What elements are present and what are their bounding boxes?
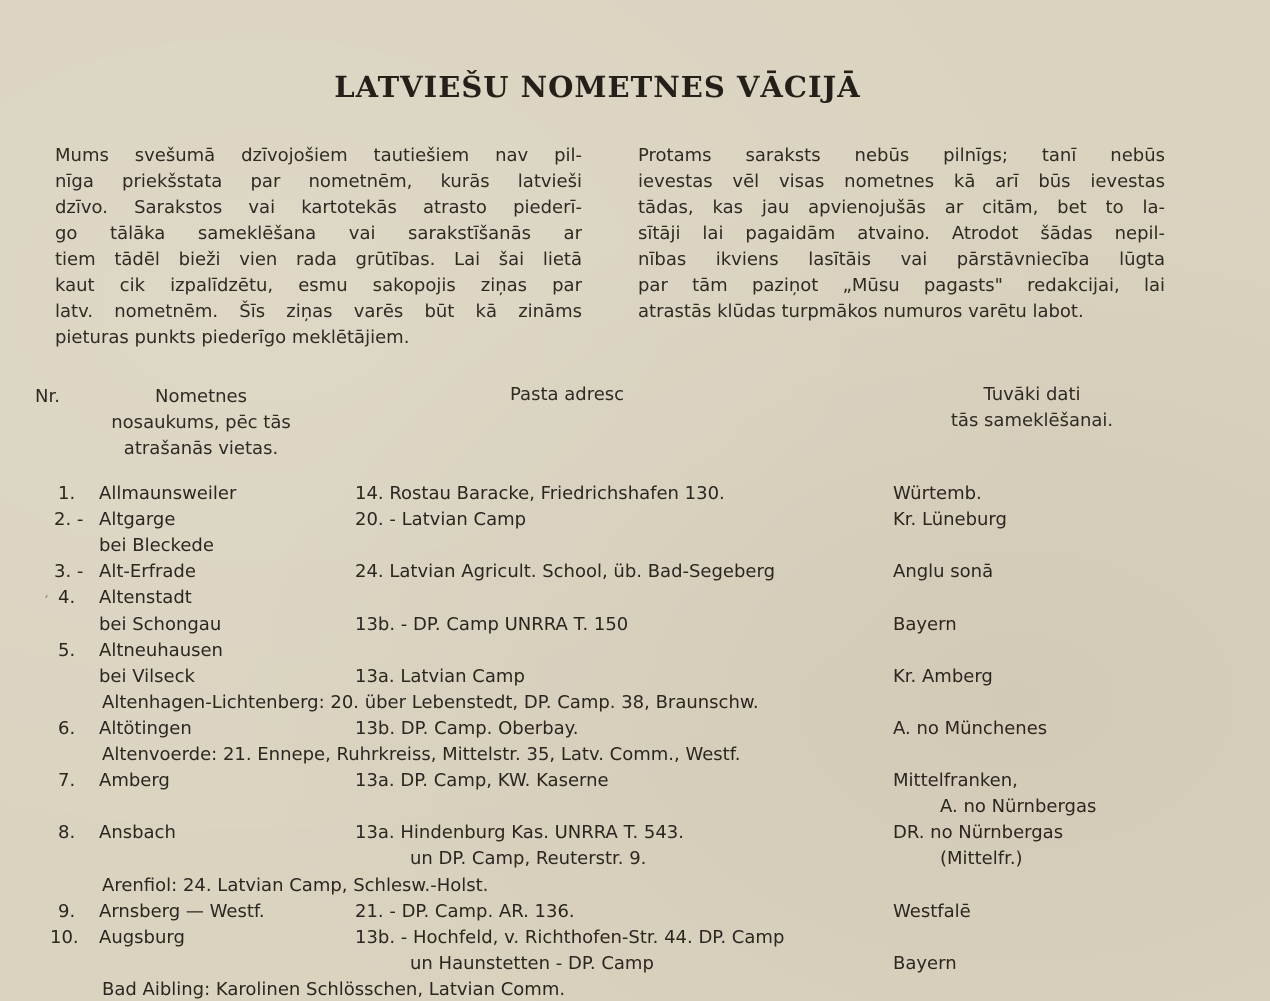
list-item-name: bei Bleckede [99,535,214,557]
column-header-nr-text: Nr. [35,386,60,407]
column-header-name-line: Nometnes [154,386,247,407]
list-item-name: Alt-Erfrade [99,561,196,583]
list-item-name: Altötingen [99,717,192,739]
list-item-name: Altgarge [99,509,176,531]
margin-mark: ′ [45,594,49,610]
column-header-info [932,382,1132,434]
list-item-number: 6. [58,717,76,739]
list-item-name: bei Vilseck [99,665,195,687]
list-item-number: 1. [58,483,76,504]
page-title: LATVIEŠU NOMETNES VĀCIJĀ [334,70,861,104]
list-item-info: Kr. Amberg [893,665,993,687]
intro-line: Mums svešumā dzīvojošiem tautiešiem nav pil- [55,145,582,166]
intro-line: ievestas vēl visas nometnes kā arī būs ievestas [638,171,1165,192]
list-item-name: bei Schongau [99,613,222,635]
list-item-inline: Bad Aibling: Karolinen Schlösschen, Latvian Comm. [102,978,566,1000]
list-item-info: Mittelfranken, [893,770,1018,792]
list-item-info: Kr. Lüneburg [893,509,1007,531]
intro-line: tiem tādēl bieži vien rada grūtības. Lai šai lietā [55,249,582,270]
column-header-name [92,384,310,462]
list-item-address: 13b. - DP. Camp UNRRA T. 150 [355,613,629,635]
list-item-info: Westfalē [893,900,971,922]
intro-line: Protams saraksts nebūs pilnīgs; tanī nebūs [638,145,1165,166]
list-item-number: 5. [58,639,76,661]
column-header-nr [35,384,60,410]
intro-line: go tālāka sameklēšana vai sarakstīšanās ar [55,223,582,244]
intro-line: kaut cik izpalīdzētu, esmu sakopojis ziņas par [55,275,582,296]
column-header-name-line: nosaukums, pēc tās [111,412,291,433]
list-item-address: 13a. Hindenburg Kas. UNRRA T. 543. [355,822,684,844]
intro-line: nības ikviens lasītāis vai pārstāvniecība lūgta [638,249,1165,270]
list-item-number: 3. - [54,561,84,583]
intro-paragraph-right [638,143,1165,325]
intro-line: par tām paziņot „Mūsu pagasts" redakcijai, lai [638,275,1165,296]
list-item-name: Arnsberg — Westf. [99,900,265,922]
list-item-name: Altenstadt [99,587,192,609]
list-item-address: 20. - Latvian Camp [355,509,527,531]
list-item-number: 2. - [54,509,84,531]
column-header-address-text: Pasta adresc [510,384,625,405]
list-item-number: 4. [58,587,76,609]
list-item-inline: Altenvoerde: 21. Ennepe, Ruhrkreiss, Mittelstr. 35, Latv. Comm., Westf. [102,744,741,765]
list-item-address: un DP. Camp, Reuterstr. 9. [410,848,647,870]
list-item-address: 24. Latvian Agricult. School, üb. Bad-Segeberg [355,561,776,583]
list-item-address: un Haunstetten - DP. Camp [410,952,654,974]
list-item-address: 13a. Latvian Camp [355,665,525,687]
intro-line: sītāji lai pagaidām atvaino. Atrodot šādas nepil- [638,223,1165,244]
intro-line: nīga priekšstata par nometnēm, kurās latvieši [55,171,582,192]
list-item-info: Würtemb. [893,483,982,504]
list-item-info: (Mittelfr.) [940,848,1023,870]
list-item-number: 7. [58,770,76,792]
list-item-inline: Altenhagen-Lichtenberg: 20. über Lebenstedt, DP. Camp. 38, Braunschw. [102,691,759,713]
list-item-number: 8. [58,822,76,844]
list-item-address: 13b. - Hochfeld, v. Richthofen-Str. 44. DP. Camp [355,926,785,948]
column-header-address [510,382,624,408]
list-item-info: Bayern [893,952,957,974]
column-header-name-line: atrašanās vietas. [123,438,279,459]
list-item-info: Anglu sonā [893,561,994,583]
list-item-info: Bayern [893,613,957,635]
list-item-name: Amberg [99,770,170,792]
column-header-info-line: Tuvāki dati [983,384,1081,405]
list-item-address: 13b. DP. Camp. Oberbay. [355,717,579,739]
list-item-name: Allmaunsweiler [99,483,237,504]
intro-line: atrastās klūdas turpmākos numuros varētu labot. [638,301,1084,322]
intro-line: pieturas punkts piederīgo meklētājiem. [55,327,410,348]
list-item-inline: Arenfiol: 24. Latvian Camp, Schlesw.-Holst. [102,874,489,896]
intro-line: dzīvo. Sarakstos vai kartotekās atrasto piederī- [55,197,582,218]
list-item-name: Augsburg [99,926,185,948]
list-item-address: 13a. DP. Camp, KW. Kaserne [355,770,609,792]
list-item-number: 9. [58,900,76,922]
column-header-info-line: tās sameklēšanai. [950,410,1114,431]
list-item-name: Ansbach [99,822,176,844]
list-item-info: A. no Münchenes [893,717,1048,739]
list-item-number: 10. [50,926,79,948]
list-item-name: Altneuhausen [99,639,223,661]
list-item-address: 21. - DP. Camp. AR. 136. [355,900,575,922]
list-item-address: 14. Rostau Baracke, Friedrichshafen 130. [355,483,725,504]
list-item-info: DR. no Nürnbergas [893,822,1064,844]
intro-line: tādas, kas jau apvienojušās ar citām, bet to la- [638,197,1165,218]
intro-line: latv. nometnēm. Šīs ziņas varēs būt kā zināms [55,301,582,322]
list-item-info: A. no Nürnbergas [940,796,1097,818]
intro-paragraph-left [55,143,582,351]
